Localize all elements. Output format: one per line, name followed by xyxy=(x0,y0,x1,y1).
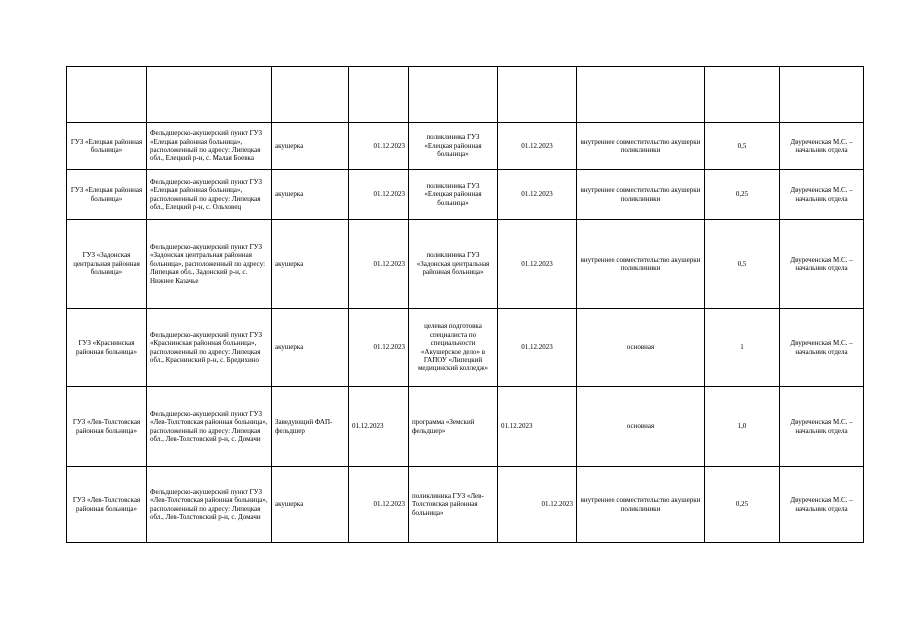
employment-type-cell: внутреннее совместительство акушерки поликлиники xyxy=(577,467,705,543)
source-cell: поликлиника ГУЗ «Задонская центральная районная больница» xyxy=(409,220,498,309)
position-cell: акушерка xyxy=(272,309,349,387)
org-cell: ГУЗ «Лев-Толстовская районная больница» xyxy=(67,387,147,467)
table-cell xyxy=(577,67,705,123)
responsible-cell: Двуреченская М.С. – начальник отдела xyxy=(780,123,864,170)
responsible-cell: Двуреченская М.С. – начальник отдела xyxy=(780,220,864,309)
rate-cell: 0,25 xyxy=(705,170,780,220)
date-cell: 01.12.2023 xyxy=(498,387,577,467)
rate-cell: 0,5 xyxy=(705,220,780,309)
date-cell: 01.12.2023 xyxy=(349,387,409,467)
date-cell: 01.12.2023 xyxy=(349,467,409,543)
position-cell: акушерка xyxy=(272,123,349,170)
position-cell: Заведующий ФАП-фельдшер xyxy=(272,387,349,467)
table-row xyxy=(67,220,864,309)
empty-header-row xyxy=(67,67,864,123)
facility-cell: Фельдшерско-акушерский пункт ГУЗ «Елецкая районная больница», расположенный по адресу: Липецкая обл., Елецкий р-н, с. Малая Боевка xyxy=(147,123,272,170)
date-cell: 01.12.2023 xyxy=(498,309,577,387)
table-cell xyxy=(780,67,864,123)
rate-cell: 1 xyxy=(705,309,780,387)
position-cell: акушерка xyxy=(272,467,349,543)
facility-cell: Фельдшерско-акушерский пункт ГУЗ «Краснинская районная больница», расположенный по адресу: Липецкая обл., Краснинский р-н, с. Бредихино xyxy=(147,309,272,387)
org-cell: ГУЗ «Задонская центральная районная больница» xyxy=(67,220,147,309)
org-cell: ГУЗ «Елецкая районная больница» xyxy=(67,123,147,170)
table-row xyxy=(67,467,864,543)
table-cell xyxy=(147,67,272,123)
staffing-table xyxy=(66,66,864,543)
responsible-cell: Двуреченская М.С. – начальник отдела xyxy=(780,309,864,387)
source-cell: поликлиника ГУЗ «Лев-Толстовская районная больница» xyxy=(409,467,498,543)
date-cell: 01.12.2023 xyxy=(349,123,409,170)
facility-cell: Фельдшерско-акушерский пункт ГУЗ «Лев-Толстовская районная больница», расположенный по адресу: Липецкая обл., Лев-Толстовский р-н, с. Домачи xyxy=(147,387,272,467)
table-cell xyxy=(349,67,409,123)
source-cell: целевая подготовка специалиста по специальности «Акушерское дело» в ГАПОУ «Липецкий медицинский колледж» xyxy=(409,309,498,387)
rate-cell: 0,25 xyxy=(705,467,780,543)
employment-type-cell: внутреннее совместительство акушерки поликлиники xyxy=(577,170,705,220)
facility-cell: Фельдшерско-акушерский пункт ГУЗ «Лев-Толстовская районная больница», расположенный по адресу: Липецкая обл., Лев-Толстовский р-н, с. Домачи xyxy=(147,467,272,543)
employment-type-cell: основная xyxy=(577,387,705,467)
source-cell: поликлиника ГУЗ «Елецкая районная больница» xyxy=(409,123,498,170)
table-row xyxy=(67,123,864,170)
employment-type-cell: основная xyxy=(577,309,705,387)
date-cell: 01.12.2023 xyxy=(349,220,409,309)
date-cell: 01.12.2023 xyxy=(498,170,577,220)
table-row xyxy=(67,170,864,220)
source-cell: программа «Земский фельдшер» xyxy=(409,387,498,467)
facility-cell: Фельдшерско-акушерский пункт ГУЗ «Задонская центральная районная больница», расположенный по адресу: Липецкая обл., Задонский р-н, с. Нижнее Казачье xyxy=(147,220,272,309)
date-cell: 01.12.2023 xyxy=(498,467,577,543)
table-row xyxy=(67,387,864,467)
rate-cell: 1,0 xyxy=(705,387,780,467)
responsible-cell: Двуреченская М.С. – начальник отдела xyxy=(780,387,864,467)
employment-type-cell: внутреннее совместительство акушерки поликлиники xyxy=(577,123,705,170)
responsible-cell: Двуреченская М.С. – начальник отдела xyxy=(780,170,864,220)
table-cell xyxy=(705,67,780,123)
table-cell xyxy=(272,67,349,123)
table-cell xyxy=(67,67,147,123)
table-row xyxy=(67,309,864,387)
date-cell: 01.12.2023 xyxy=(349,309,409,387)
employment-type-cell: внутреннее совместительство акушерки поликлиники xyxy=(577,220,705,309)
date-cell: 01.12.2023 xyxy=(349,170,409,220)
table-cell xyxy=(409,67,498,123)
table-cell xyxy=(498,67,577,123)
position-cell: акушерка xyxy=(272,220,349,309)
date-cell: 01.12.2023 xyxy=(498,123,577,170)
org-cell: ГУЗ «Лев-Толстовская районная больница» xyxy=(67,467,147,543)
position-cell: акушерка xyxy=(272,170,349,220)
rate-cell: 0,5 xyxy=(705,123,780,170)
source-cell: поликлиника ГУЗ «Елецкая районная больница» xyxy=(409,170,498,220)
date-cell: 01.12.2023 xyxy=(498,220,577,309)
org-cell: ГУЗ «Елецкая районная больница» xyxy=(67,170,147,220)
responsible-cell: Двуреченская М.С. – начальник отдела xyxy=(780,467,864,543)
org-cell: ГУЗ «Краснинская районная больница» xyxy=(67,309,147,387)
facility-cell: Фельдшерско-акушерский пункт ГУЗ «Елецкая районная больница», расположенный по адресу: Липецкая обл., Елецкий р-н, с. Ольховец xyxy=(147,170,272,220)
